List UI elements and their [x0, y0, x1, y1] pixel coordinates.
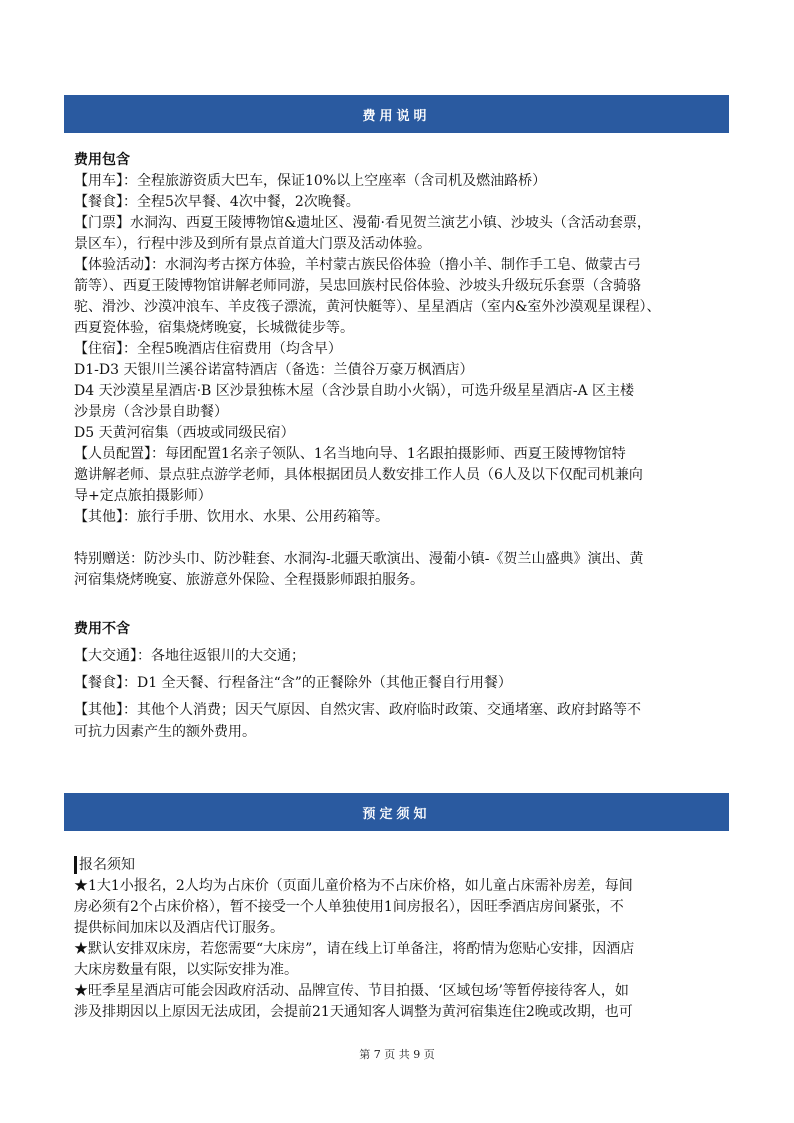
included-heading: 费用包含 [74, 152, 130, 168]
excluded-item-text: 【其他】：其他个人消费；因天气原因、自然灾害、政府临时政策、交通堵塞、政府封路等不 [74, 702, 641, 718]
booking-line: 涉及排期因以上原因无法成团，会提前21天通知客人调整为黄河宿集连住2晚或改期，也可 [74, 1004, 633, 1020]
excluded-item-text: 【大交通】：各地往返银川的大交通； [74, 648, 305, 664]
excluded-items [74, 645, 724, 743]
included-line: D4 天沙漠星星酒店·B 区沙景独栋木屋（含沙景自助小火锅），可选升级星星酒店-A 区主楼 [74, 383, 635, 399]
included-line: 【人员配置】：每团配置1名亲子领队、1名当地向导、1名跟拍摄影师、西夏王陵博物馆特 [74, 446, 626, 462]
fee-section-banner: 费用说明 [64, 95, 729, 133]
booking-section-banner: 预定须知 [64, 793, 729, 831]
included-line: D1-D3 天银川兰溪谷诺富特酒店（备选：兰債谷万豪万枫酒店） [74, 362, 474, 378]
fees-included-section [74, 150, 724, 591]
booking-line: 提供标间加床以及酒店代订服务。 [74, 920, 284, 936]
included-line: 导+定点旅拍摄影师） [74, 488, 212, 504]
included-line: 【餐食】：全程5次早餐、4次中餐，2次晚餐。 [74, 194, 360, 210]
excluded-item [74, 672, 724, 694]
gift-line: 特别赠送：防沙头巾、防沙鞋套、水洞沟-北疆天歌演出、漫葡小镇-《贺兰山盛典》演出、黄 [74, 551, 644, 567]
included-line: 【其他】：旅行手册、饮用水、水果、公用药箱等。 [74, 509, 389, 525]
gift-lines [74, 549, 724, 591]
booking-line: 房必须有2个占床价格），暂不接受一个人单独使用1间房报名），因旺季酒店房间紧张，不 [74, 899, 624, 915]
booking-lines [74, 876, 724, 1023]
excluded-item-text: 【餐食】：D1 全天餐、行程备注“含”的正餐除外（其他正餐自行用餐） [74, 675, 512, 691]
excluded-heading: 费用不含 [74, 621, 130, 637]
excluded-item [74, 645, 724, 667]
excluded-item [74, 699, 724, 743]
booking-line: ★1大1小报名，2人均为占床价（页面儿童价格为不占床价格，如儿童占床需补房差，每间 [74, 878, 633, 894]
booking-line: 大床房数量有限，以实际安排为准。 [74, 962, 298, 978]
booking-line: ★旺季星星酒店可能会因政府活动、品牌宣传、节目拍摄、‘区域包场’等暂停接待客人，如 [74, 983, 629, 999]
excluded-item-text: 可抗力因素产生的额外费用。 [74, 724, 256, 740]
included-line: 邀讲解老师、景点驻点游学老师，具体根据团员人数安排工作人员（6人及以下仅配司机兼向 [74, 467, 643, 483]
included-line: 沙景房（含沙景自助餐） [74, 404, 228, 420]
included-line: D5 天黄河宿集（西坡或同级民宿） [74, 425, 295, 441]
gift-line: 河宿集烧烤晚宴、旅游意外保险、全程摄影师跟拍服务。 [74, 572, 424, 588]
included-line: 驼、滑沙、沙漠冲浪车、羊皮筏子漂流，黄河快艇等）、星星酒店（室内&室外沙漠观星课程）、 [74, 299, 661, 315]
included-line: 【门票】水洞沟、西夏王陵博物馆&遗址区、漫葡·看见贺兰演艺小镇、沙坡头（含活动套票， [74, 215, 651, 231]
page-footer: 第 7 页 共 9 页 [359, 1048, 435, 1061]
included-line: 【住宿】：全程5晚酒店住宿费用（均含早） [74, 341, 342, 357]
included-line: 【用车】：全程旅游资质大巴车，保证10%以上空座率（含司机及燃油路桥） [74, 173, 547, 189]
fees-excluded-section [74, 618, 724, 748]
included-line: 【体验活动】：水洞沟考古探方体验，羊村蒙古族民俗体验（撸小羊、制作手工皂、做蒙古弓 [74, 257, 641, 273]
booking-notes-section [74, 855, 724, 1023]
booking-line: ★默认安排双床房，若您需要“大床房”，请在线上订单备注，将酌情为您贴心安排，因酒店 [74, 941, 635, 957]
booking-subheading: 报名须知 [74, 856, 135, 874]
included-line: 景区车），行程中涉及到所有景点首道大门票及活动体验。 [74, 236, 431, 252]
included-line: 箭等）、西夏王陵博物馆讲解老师同游，吴忠回族村民俗体验、沙坡头升级玩乐套票（含骑骆 [74, 278, 641, 294]
included-lines [74, 171, 724, 528]
included-line: 西夏瓷体验，宿集烧烤晚宴，长城微徒步等。 [74, 320, 354, 336]
